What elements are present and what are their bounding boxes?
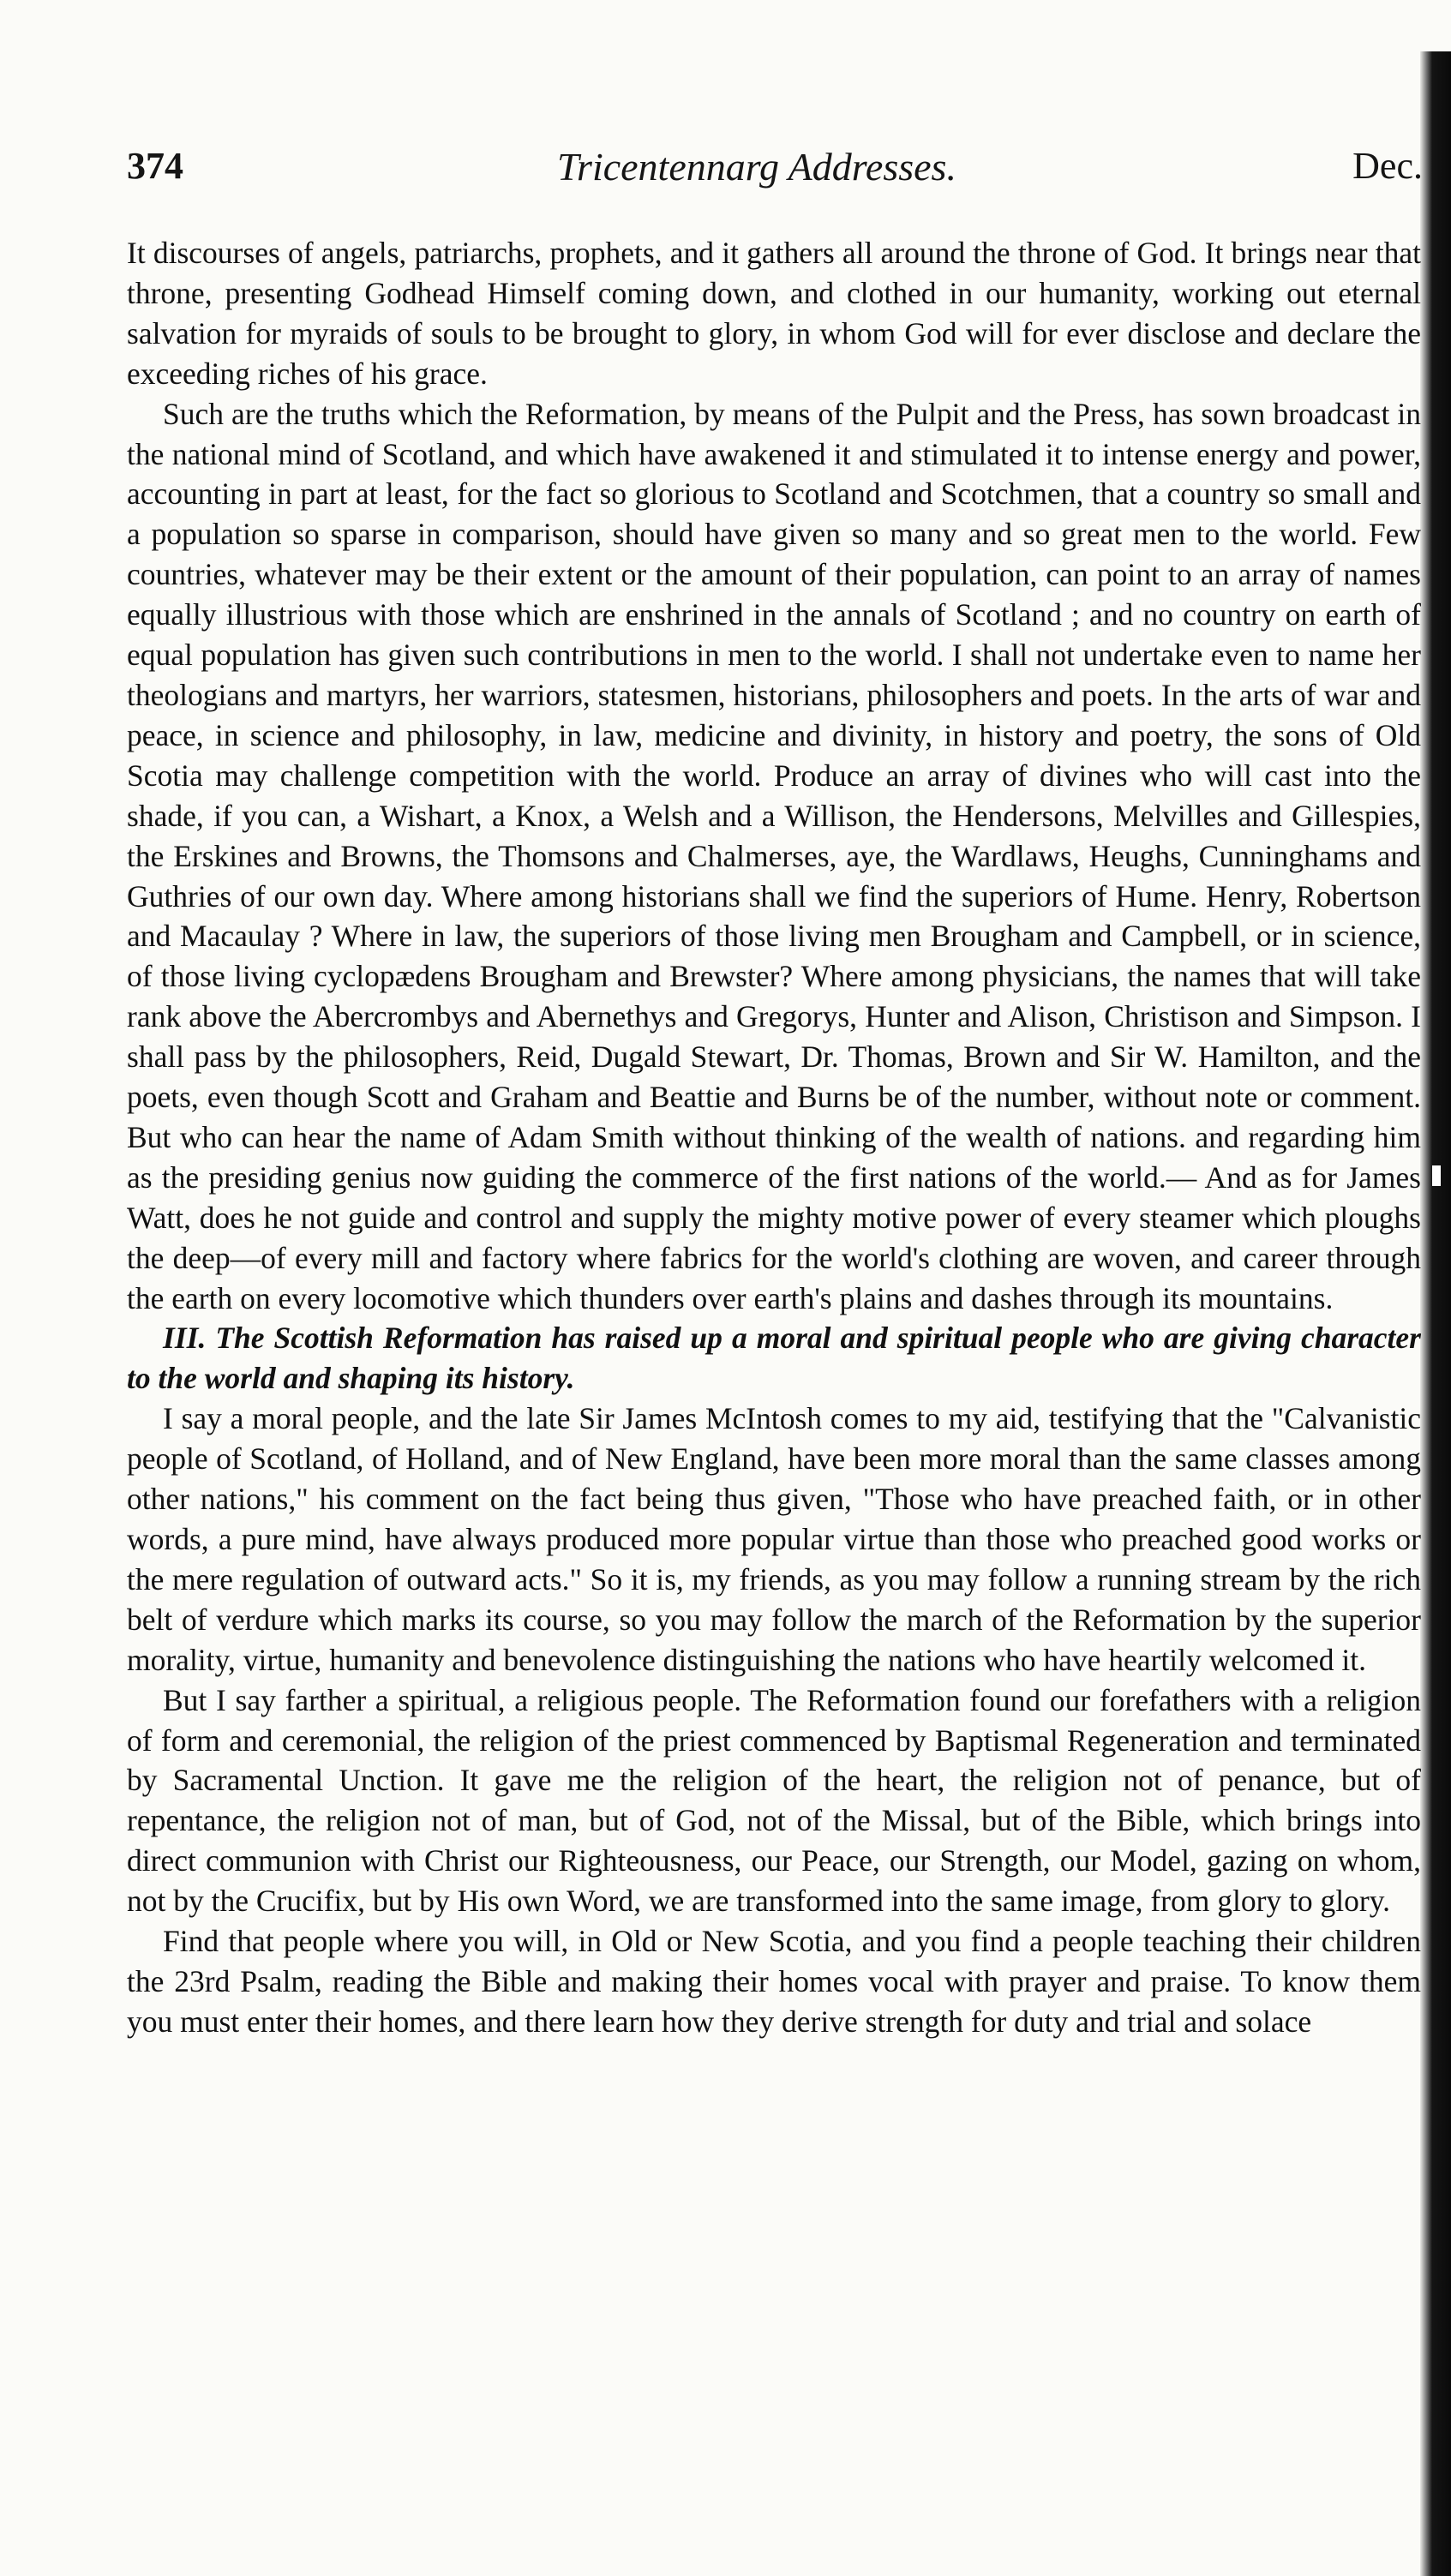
body-text bbox=[127, 233, 1421, 2569]
page-number: 374 bbox=[127, 145, 183, 187]
page-header bbox=[120, 144, 1423, 195]
edge-mark bbox=[1432, 1165, 1441, 1186]
page-binding-edge bbox=[1420, 51, 1451, 2576]
running-title: Tricentennarg Addresses. bbox=[557, 145, 956, 189]
paragraph-truths-of-reformation: Such are the truths which the Reformation, by means of the Pulpit and the Press, has sown broadcast in the national mind of Scotland, and which have awakened it and stimulated it to intense energy and power, accounting in part at least, for the fact so glorious to Scotland and Scotchmen, that a country so small and a population so sparse in comparison, should have given so many and so great men to the world. Few countries, whatever may be their extent or the amount of their population, can point to an array of names equally illustrious with those which are enshrined in the annals of Scotland ; and no country on earth of equal population has given such contributions in men to the world. I shall not undertake even to name her theologians and martyrs, her warriors, statesmen, historians, philosophers and poets. In the arts of war and peace, in science and philosophy, in law, medicine and divinity, in history and poetry, the sons of Old Scotia may challenge competition with the world. Produce an array of divines who will cast into the shade, if you can, a Wishart, a Knox, a Welsh and a Willison, the Hendersons, Melvilles and Gillespies, the Erskines and Browns, the Thomsons and Chalmerses, aye, the Wardlaws, Heughs, Cunninghams and Guthries of our own day. Where among historians shall we find the superiors of Hume. Henry, Robertson and Macaulay ? Where in law, the superiors of those living men Brougham and Campbell, or in science, of those living cyclopædens Brougham and Brewster? Where among physicians, the names that will take rank above the Abercrombys and Abernethys and Gregorys, Hunter and Alison, Christison and Simpson. I shall pass by the philosophers, Reid, Dugald Stewart, Dr. Thomas, Brown and Sir W. Hamilton, and the poets, even though Scott and Graham and Beattie and Burns be of the number, without note or comment. But who can hear the name of Adam Smith without thinking of the wealth of nations. and regarding him as the presiding genius now guiding the commerce of the first nations of the world.— And as for James Watt, does he not guide and control and supply the mighty motive power of every steamer which ploughs the deep—of every mill and factory where fabrics for the world's clothing are woven, and career through the earth on every locomotive which thunders over earth's plains and dashes through its mountains. bbox=[127, 396, 1421, 1315]
header-month: Dec. bbox=[1352, 145, 1423, 187]
paragraph-spiritual-people: But I say farther a spiritual, a religious people. The Reformation found our forefathers with a religion of form and ceremonial, the religion of the priest commenced by Baptismal Regeneration and terminated by Sacramental Unction. It gave me the religion of the heart, the religion not of penance, but of repentance, the religion not of man, but of God, not of the Missal, but of the Bible, which brings into direct communion with Christ our Righteousness, our Peace, our Strength, our Model, gazing on whom, not by the Crucifix, but by His own Word, we are transformed into the same image, from glory to glory. bbox=[127, 1682, 1421, 1919]
paragraph-find-that-people: Find that people where you will, in Old or New Scotia, and you find a people teaching their children the 23rd Psalm, reading the Bible and making their homes vocal with prayer and praise. To know them you must enter their homes, and there learn how they derive strength for duty and trial and solace bbox=[127, 1924, 1421, 2039]
paragraph-throne-of-god: It discourses of angels, patriarchs, prophets, and it gathers all around the throne of God. It brings near that throne, presenting Godhead Himself coming down, and clothed in our humanity, working out eternal salvation for myraids of souls to be brought to glory, in whom God will for ever disclose and declare the exceeding riches of his grace. bbox=[127, 236, 1421, 391]
section-heading-iii: III. The Scottish Reformation has raised up a moral and spiritual people who are giving character to the world and shaping its history. bbox=[127, 1321, 1421, 1396]
paragraph-moral-people: I say a moral people, and the late Sir James McIntosh comes to my aid, testifying that the "Calvanistic people of Scotland, of Holland, and of New England, have been more moral than the same classes among other nations," his comment on the fact being thus given, "Those who have preached faith, or in other words, a pure mind, have always produced more popular virtue than those who preached good works or the mere regulation of outward acts." So it is, my friends, as you may follow a running stream by the rich belt of verdure which marks its course, so you may follow the march of the Reformation by the superior morality, virtue, humanity and benevolence distinguishing the nations who have heartily welcomed it. bbox=[127, 1401, 1421, 1677]
